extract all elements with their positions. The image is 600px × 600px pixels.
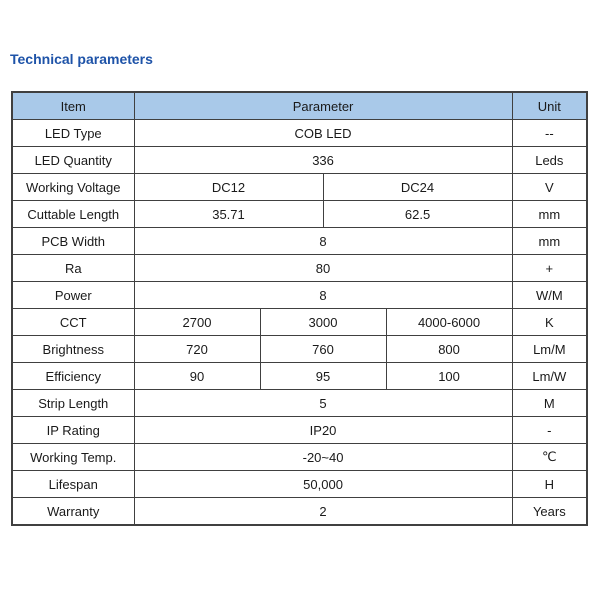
unit-cell: -: [512, 417, 587, 444]
value-cell: 8: [134, 282, 512, 309]
value-cell: IP20: [134, 417, 512, 444]
value-cell: 50,000: [134, 471, 512, 498]
table-row: [12, 309, 587, 336]
item-cell: Working Voltage: [12, 174, 134, 201]
item-cell: Brightness: [12, 336, 134, 363]
header-unit: Unit: [512, 92, 587, 120]
table-header-row: [12, 92, 587, 120]
unit-cell: Leds: [512, 147, 587, 174]
unit-cell: W/M: [512, 282, 587, 309]
value-cell: 336: [134, 147, 512, 174]
unit-cell: --: [512, 120, 587, 147]
value-cell: -20~40: [134, 444, 512, 471]
unit-cell: Lm/M: [512, 336, 587, 363]
value-cell: 95: [260, 363, 386, 390]
item-cell: CCT: [12, 309, 134, 336]
unit-cell: M: [512, 390, 587, 417]
unit-cell: K: [512, 309, 587, 336]
item-cell: Warranty: [12, 498, 134, 526]
table-row: [12, 444, 587, 471]
value-cell: 100: [386, 363, 512, 390]
value-cell: 2: [134, 498, 512, 526]
value-cell: COB LED: [134, 120, 512, 147]
value-cell: 4000-6000: [386, 309, 512, 336]
value-cell: 760: [260, 336, 386, 363]
value-cell: 720: [134, 336, 260, 363]
unit-cell: ℃: [512, 444, 587, 471]
value-cell: 80: [134, 255, 512, 282]
item-cell: Efficiency: [12, 363, 134, 390]
item-cell: Cuttable Length: [12, 201, 134, 228]
value-cell: 90: [134, 363, 260, 390]
table-row: [12, 228, 587, 255]
item-cell: Power: [12, 282, 134, 309]
table-row: [12, 174, 587, 201]
item-cell: PCB Width: [12, 228, 134, 255]
table-row: [12, 363, 587, 390]
value-cell: 62.5: [323, 201, 512, 228]
table-row: [12, 120, 587, 147]
unit-cell: Lm/W: [512, 363, 587, 390]
value-cell: 8: [134, 228, 512, 255]
unit-cell: H: [512, 471, 587, 498]
unit-cell: Years: [512, 498, 587, 526]
unit-cell: +: [512, 255, 587, 282]
item-cell: Working Temp.: [12, 444, 134, 471]
item-cell: LED Type: [12, 120, 134, 147]
technical-parameters-table: [11, 91, 588, 526]
item-cell: Strip Length: [12, 390, 134, 417]
unit-cell: V: [512, 174, 587, 201]
item-cell: LED Quantity: [12, 147, 134, 174]
table-row: [12, 282, 587, 309]
header-item: Item: [12, 92, 134, 120]
value-cell: 2700: [134, 309, 260, 336]
item-cell: Lifespan: [12, 471, 134, 498]
header-parameter: Parameter: [134, 92, 512, 120]
table-row: [12, 336, 587, 363]
value-cell: 800: [386, 336, 512, 363]
table-row: [12, 147, 587, 174]
table-row: [12, 498, 587, 526]
value-cell: DC24: [323, 174, 512, 201]
value-cell: 5: [134, 390, 512, 417]
item-cell: IP Rating: [12, 417, 134, 444]
table-row: [12, 417, 587, 444]
value-cell: 3000: [260, 309, 386, 336]
unit-cell: mm: [512, 228, 587, 255]
table-row: [12, 255, 587, 282]
table-row: [12, 390, 587, 417]
table-row: [12, 201, 587, 228]
value-cell: 35.71: [134, 201, 323, 228]
table-row: [12, 471, 587, 498]
item-cell: Ra: [12, 255, 134, 282]
value-cell: DC12: [134, 174, 323, 201]
page-title: Technical parameters: [10, 51, 153, 67]
unit-cell: mm: [512, 201, 587, 228]
